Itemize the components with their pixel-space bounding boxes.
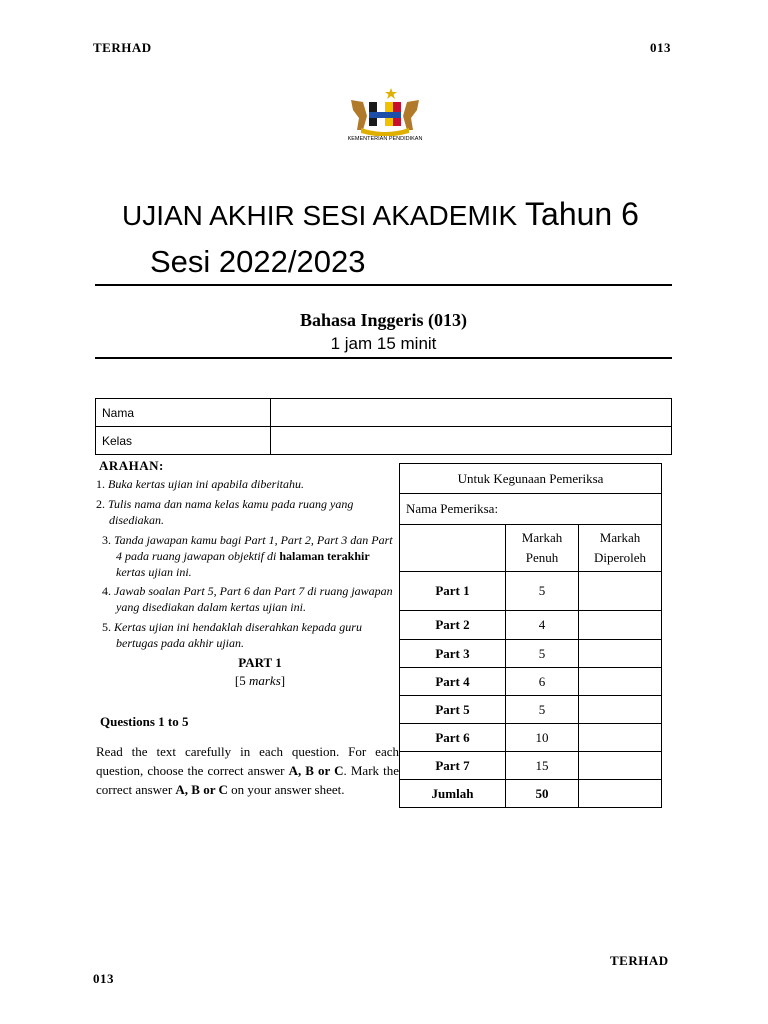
part-label: Part 6 (400, 724, 506, 752)
obtained-marks-cell[interactable] (579, 611, 662, 640)
instruction-3: 3. Tanda jawapan kamu bagi Part 1, Part 2, Part 3 dan Part 4 pada ruang jawapan objektif di halaman terakhir kertas ujian ini. (102, 533, 393, 579)
full-marks-value: 5 (506, 640, 579, 668)
examiner-name-label: Nama Pemeriksa: (400, 494, 662, 525)
part-1-marks: [5 marks] (234, 673, 286, 688)
instructions-heading: ARAHAN: (99, 458, 164, 473)
name-field[interactable] (271, 399, 672, 427)
ministry-caption: KEMENTERIAN PENDIDIKAN (347, 136, 423, 142)
table-row (400, 572, 662, 611)
part-label: Part 5 (400, 696, 506, 724)
divider-bottom (95, 357, 672, 359)
obtained-marks-cell[interactable] (579, 696, 662, 724)
obtained-marks-header: Markah Diperoleh (579, 525, 662, 572)
obtained-marks-cell[interactable] (579, 724, 662, 752)
obtained-marks-cell[interactable] (579, 668, 662, 696)
class-row (96, 427, 672, 455)
part-1-title: PART 1 (238, 655, 282, 670)
exam-duration: 1 jam 15 minit (330, 334, 437, 353)
footer-code: 013 (93, 971, 114, 986)
instruction-1: 1. Buka kertas ujian ini apabila diberitahu. (96, 477, 304, 491)
obtained-marks-cell[interactable] (579, 752, 662, 780)
full-marks-value: 5 (506, 572, 579, 611)
examiner-table-title: Untuk Kegunaan Pemeriksa (400, 464, 662, 494)
part-label: Part 3 (400, 640, 506, 668)
examiner-table-title-row (400, 464, 662, 494)
full-marks-value: 15 (506, 752, 579, 780)
questions-heading: Questions 1 to 5 (100, 714, 189, 729)
footer-classification: TERHAD (610, 953, 669, 968)
exam-title (122, 196, 639, 233)
exam-title-year: Tahun 6 (525, 196, 639, 232)
full-marks-header: Markah Penuh (506, 525, 579, 572)
table-row (400, 668, 662, 696)
table-row (400, 752, 662, 780)
part-label: Part 4 (400, 668, 506, 696)
part-label: Part 2 (400, 611, 506, 640)
student-info-table (95, 398, 672, 455)
obtained-marks-cell[interactable] (579, 640, 662, 668)
exam-session: Sesi 2022/2023 (150, 244, 366, 279)
obtained-marks-cell[interactable] (579, 572, 662, 611)
class-field[interactable] (271, 427, 672, 455)
total-label: Jumlah (400, 780, 506, 808)
questions-instruction: Read the text carefully in each question. For each question, choose the correct answer A, B or C. Mark the correct answer A, B or C on your answer sheet. (96, 744, 399, 797)
full-marks-value: 4 (506, 611, 579, 640)
full-marks-value: 5 (506, 696, 579, 724)
full-marks-value: 6 (506, 668, 579, 696)
examiner-table (399, 463, 662, 808)
last-page-emphasis: halaman terakhir (279, 549, 370, 563)
part-label: Part 7 (400, 752, 506, 780)
total-obtained-cell[interactable] (579, 780, 662, 808)
full-marks-value: 10 (506, 724, 579, 752)
coat-of-arms-logo (343, 86, 427, 148)
name-label: Nama (96, 399, 271, 427)
total-row (400, 780, 662, 808)
table-row (400, 696, 662, 724)
total-full-marks: 50 (506, 780, 579, 808)
divider-top (95, 284, 672, 286)
table-row (400, 724, 662, 752)
header-code: 013 (650, 40, 671, 55)
instruction-5: 5. Kertas ujian ini hendaklah diserahkan kepada guru bertugas pada akhir ujian. (102, 620, 362, 650)
instruction-4: 4. Jawab soalan Part 5, Part 6 dan Part 7 di ruang jawapan yang disediakan dalam kertas ujian ini. (102, 584, 393, 614)
instruction-2: 2. Tulis nama dan nama kelas kamu pada ruang yang disediakan. (96, 497, 354, 527)
exam-title-main: UJIAN AKHIR SESI AKADEMIK (122, 200, 518, 231)
marks-header-row (400, 525, 662, 572)
header-classification: TERHAD (93, 40, 152, 55)
blank-header-cell (400, 525, 506, 572)
subject-name: Bahasa Inggeris (013) (299, 310, 467, 330)
class-label: Kelas (96, 427, 271, 455)
table-row (400, 611, 662, 640)
table-row (400, 640, 662, 668)
name-row (96, 399, 672, 427)
examiner-name-row (400, 494, 662, 525)
part-label: Part 1 (400, 572, 506, 611)
